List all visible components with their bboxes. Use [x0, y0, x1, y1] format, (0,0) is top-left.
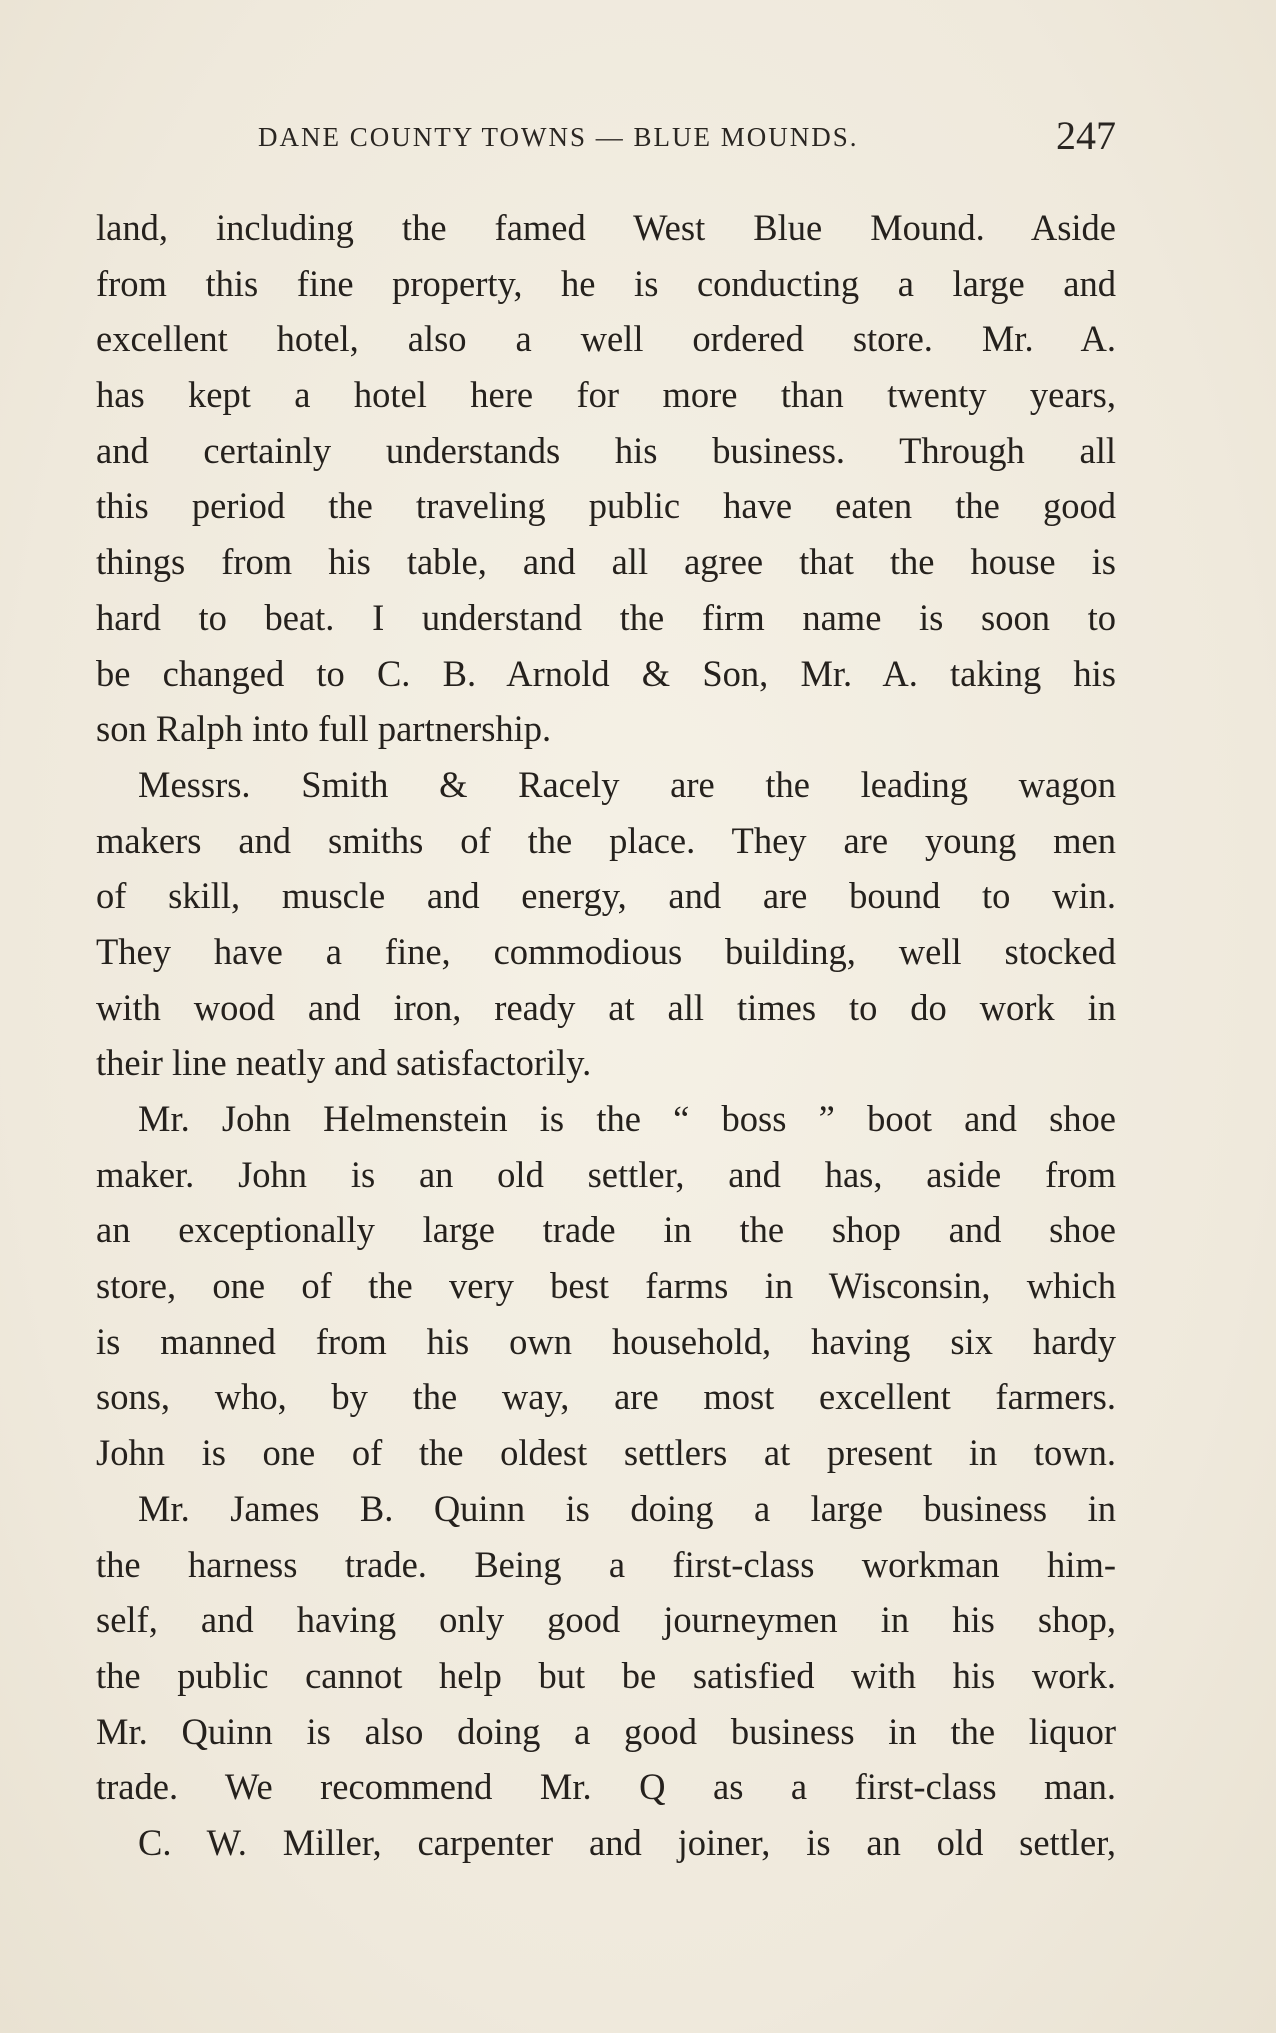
text-line: store, one of the very best farms in Wisconsin, which: [96, 1265, 1116, 1307]
text-line: They have a fine, commodious building, well stocked: [96, 930, 1116, 972]
text-line: things from his table, and all agree that the house is: [96, 541, 1116, 583]
text-line: Mr. Quinn is also doing a good business in the liquor: [96, 1710, 1116, 1752]
text-line: sons, who, by the way, are most excellent farmers.: [96, 1376, 1116, 1418]
text-line: the public cannot help but be satisfied with his work.: [96, 1654, 1116, 1696]
text-line: and certainly understands his business. Through all: [96, 429, 1116, 471]
text-line: with wood and iron, ready at all times to do work in: [96, 986, 1116, 1028]
text-line: hard to beat. I understand the firm name is soon to: [96, 596, 1116, 638]
text-line: the harness trade. Being a first-class workman him-: [96, 1543, 1116, 1585]
text-line: makers and smiths of the place. They are young men: [96, 819, 1116, 861]
page-number: 247: [1056, 113, 1116, 158]
text-line: of skill, muscle and energy, and are bound to win.: [96, 875, 1116, 917]
text-line: self, and having only good journeymen in his shop,: [96, 1599, 1116, 1641]
text-line: Mr. James B. Quinn is doing a large business in: [138, 1487, 1116, 1529]
text-line: is manned from his own household, having six hardy: [96, 1320, 1116, 1362]
text-line: be changed to C. B. Arnold & Son, Mr. A. taking his: [96, 652, 1116, 694]
text-line: C. W. Miller, carpenter and joiner, is an old settler,: [138, 1821, 1116, 1863]
text-line: their line neatly and satisfactorily.: [96, 1042, 592, 1084]
text-line: maker. John is an old settler, and has, aside from: [96, 1153, 1116, 1195]
text-line: trade. We recommend Mr. Q as a first-class man.: [96, 1766, 1116, 1808]
text-line: Mr. John Helmenstein is the “ boss ” boot and shoe: [138, 1098, 1116, 1139]
body-text: [96, 200, 1116, 1871]
text-line: son Ralph into full partnership.: [96, 708, 552, 750]
page-header: [96, 112, 1116, 168]
text-line: land, including the famed West Blue Mound. Aside: [96, 207, 1116, 248]
text-line: an exceptionally large trade in the shop and shoe: [96, 1209, 1116, 1251]
text-line: Messrs. Smith & Racely are the leading wagon: [138, 763, 1116, 805]
text-line: has kept a hotel here for more than twenty years,: [96, 374, 1116, 416]
text-line: excellent hotel, also a well ordered store. Mr. A.: [96, 318, 1116, 360]
text-line: this period the traveling public have eaten the good: [96, 485, 1116, 527]
text-line: John is one of the oldest settlers at present in town.: [96, 1432, 1116, 1474]
running-head: DANE COUNTY TOWNS — BLUE MOUNDS.: [258, 122, 859, 152]
text-line: from this fine property, he is conducting a large and: [96, 262, 1116, 304]
